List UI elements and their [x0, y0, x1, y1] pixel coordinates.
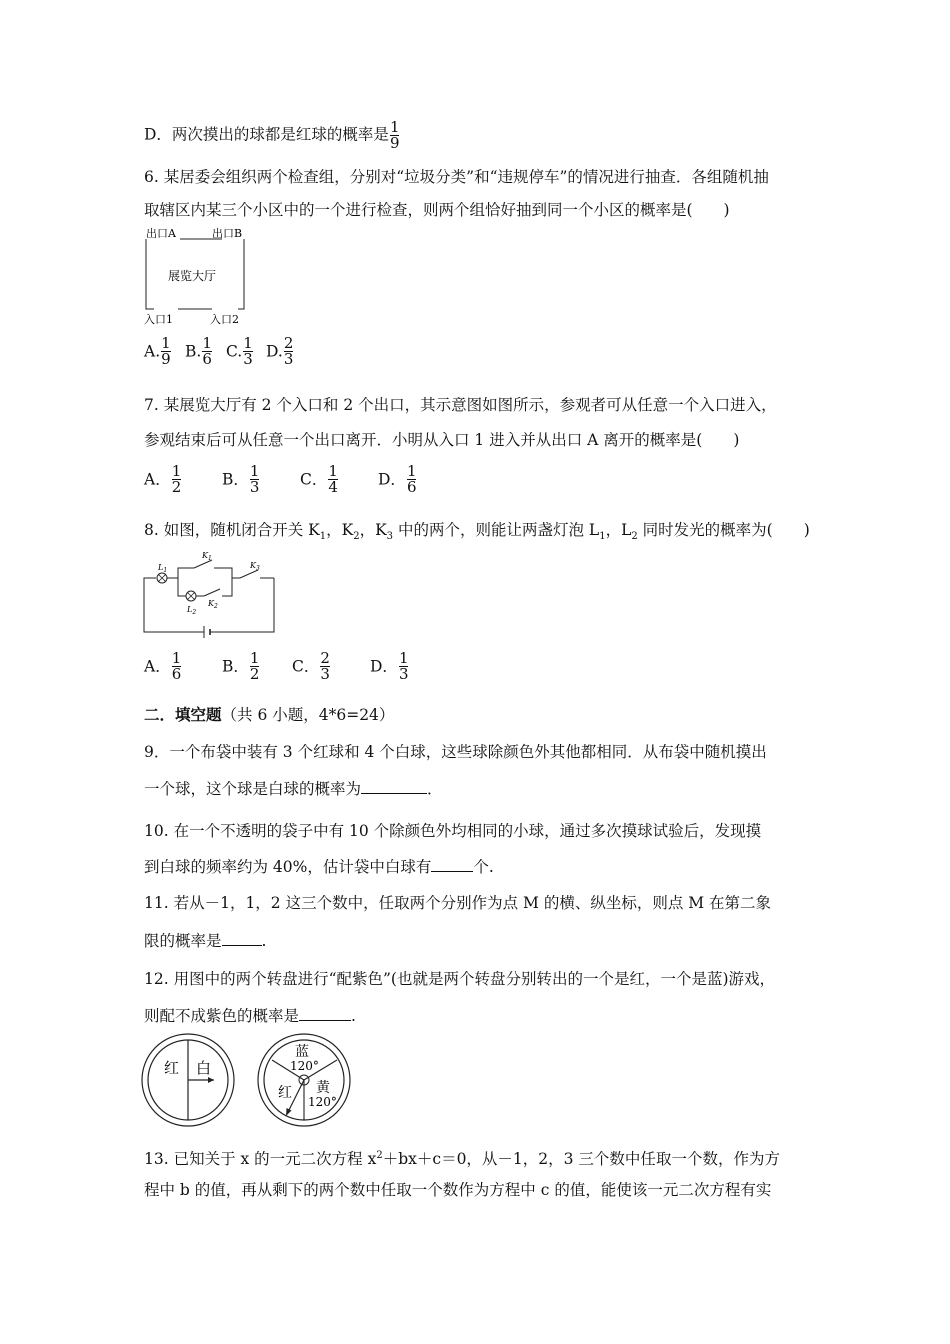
q12-line-1: 12. 用图中的两个转盘进行“配紫色”(也就是两个转盘分别转出的一个是红，一个是蓝)游戏，	[144, 970, 776, 988]
q11-answer-blank[interactable]	[222, 929, 262, 946]
spinner-left	[142, 1034, 234, 1126]
spinner-right-yellow: 黄	[316, 1080, 330, 1096]
spinner-right	[258, 1034, 350, 1126]
q9-answer-blank[interactable]	[361, 777, 427, 794]
q11-line-2: 限的概率是 .	[144, 929, 266, 951]
arrow-icon	[286, 1108, 292, 1116]
spinner-right-yellow-degree: 120°	[308, 1095, 337, 1109]
q7-options	[144, 464, 464, 504]
q7-line-1: 7. 某展览大厅有 2 个入口和 2 个出口，其示意图如图所示，参观者可从任意一个入口进入，	[144, 396, 777, 414]
q6-line-1: 6. 某居委会组织两个检查组，分别对“垃圾分类”和“违规停车”的情况进行抽查．各组随机抽	[144, 168, 769, 186]
q8-option-d[interactable]: D． $\frac{1}{3}$	[370, 649, 409, 683]
section-2-title: 二．填空题	[144, 705, 222, 724]
q8-option-a[interactable]: A． $\frac{1}{6}$	[144, 649, 182, 683]
q6-option-c[interactable]: C. $\frac{1}{3}$	[226, 334, 253, 368]
q8-option-b[interactable]: B． $\frac{1}{2}$	[222, 649, 260, 683]
q6-option-b[interactable]: B. $\frac{1}{6}$	[185, 334, 212, 368]
q12-answer-blank[interactable]	[299, 1004, 351, 1021]
q10-answer-blank[interactable]	[431, 855, 473, 872]
q8-line-1: 8. 如图，随机闭合开关 $K_1$，$K_2$，$K_3$ 中的两个，则能让两盏灯泡 $L_1$，$L_2$ 同时发光的概率为( )	[144, 521, 810, 543]
q7-option-a[interactable]: A． $\frac{1}{2}$	[144, 462, 182, 496]
hall-label: 展览大厅	[168, 269, 217, 283]
spinner-right-blue-degree: 120°	[290, 1059, 319, 1073]
q6-option-d[interactable]: D. $\frac{2}{3}$	[266, 334, 294, 368]
q9-line-1: 9．一个布袋中装有 3 个红球和 4 个白球，这些球除颜色外其他都相同．从布袋中随机摸出	[144, 743, 767, 761]
svg-text:K1: $K_1$	[202, 551, 212, 562]
q12-line-2: 则配不成紫色的概率是 .	[144, 1004, 356, 1026]
q9-line-2: 一个球，这个球是白球的概率为 ．	[144, 777, 443, 799]
q5-option-d-fraction: $\frac{1}{9}$	[389, 118, 400, 152]
q5-option-d	[144, 120, 400, 151]
section-2-heading	[144, 705, 394, 725]
spinner-right-blue: 蓝	[295, 1044, 309, 1060]
arrow-icon	[208, 1077, 214, 1083]
entrance-2-label: 入口2	[210, 313, 239, 326]
exit-b-label: 出口B	[212, 227, 243, 240]
q13-line-1: 13. 已知关于 x 的一元二次方程 $x^2+bx+c=0$，从－1，2，3 三个数中任取一个数，作为方	[144, 1150, 780, 1169]
exhibition-hall-diagram	[140, 225, 260, 330]
switch-k2-icon	[204, 589, 220, 596]
entrance-1-label: 入口1	[144, 313, 173, 326]
svg-text:K3: $K_3$	[250, 561, 260, 572]
svg-text:L2: $L_2$	[187, 605, 197, 616]
q6-line-2: 取辖区内某三个小区中的一个进行检查，则两个组恰好抽到同一个小区的概率是( )	[144, 201, 730, 219]
q6-options	[144, 336, 344, 376]
spinner-right-red: 红	[278, 1085, 292, 1101]
q7-option-d[interactable]: D． $\frac{1}{6}$	[378, 462, 417, 496]
spinner-left-red: 红	[164, 1059, 180, 1077]
q7-option-c[interactable]: C． $\frac{1}{4}$	[300, 462, 338, 496]
q6-option-a[interactable]: A. $\frac{1}{9}$	[144, 334, 171, 368]
section-2-note: （共 6 小题，4*6=24）	[221, 706, 395, 724]
exit-a-label: 出口A	[146, 227, 176, 240]
q5-option-d-text: D．两次摸出的球都是红球的概率是	[144, 125, 389, 144]
spinner-left-white: 白	[196, 1059, 212, 1077]
q10-line-1: 10. 在一个不透明的袋子中有 10 个除颜色外均相同的小球，通过多次摸球试验后，发现摸	[144, 822, 762, 840]
q10-line-2: 到白球的频率约为 40%，估计袋中白球有 个.	[144, 855, 494, 877]
svg-text:K2: $K_2$	[208, 599, 218, 610]
circuit-diagram	[140, 548, 280, 640]
q7-line-2: 参观结束后可从任意一个出口离开．小明从入口 1 进入并从出口 A 离开的概率是( )	[144, 431, 740, 449]
q13-line-2: 程中 b 的值，再从剩下的两个数中任取一个数作为方程中 c 的值，能使该一元二次方程有实	[144, 1181, 772, 1199]
q8-options	[144, 651, 444, 691]
spinner-wheels-figure	[140, 1032, 360, 1132]
svg-text:L1: $L_1$	[158, 563, 168, 574]
q7-option-b[interactable]: B． $\frac{1}{3}$	[222, 462, 260, 496]
q8-option-c[interactable]: C． $\frac{2}{3}$	[292, 649, 330, 683]
q11-line-1: 11. 若从－1，1，2 这三个数中，任取两个分别作为点 M 的横、纵坐标，则点 M 在第二象	[144, 894, 772, 912]
